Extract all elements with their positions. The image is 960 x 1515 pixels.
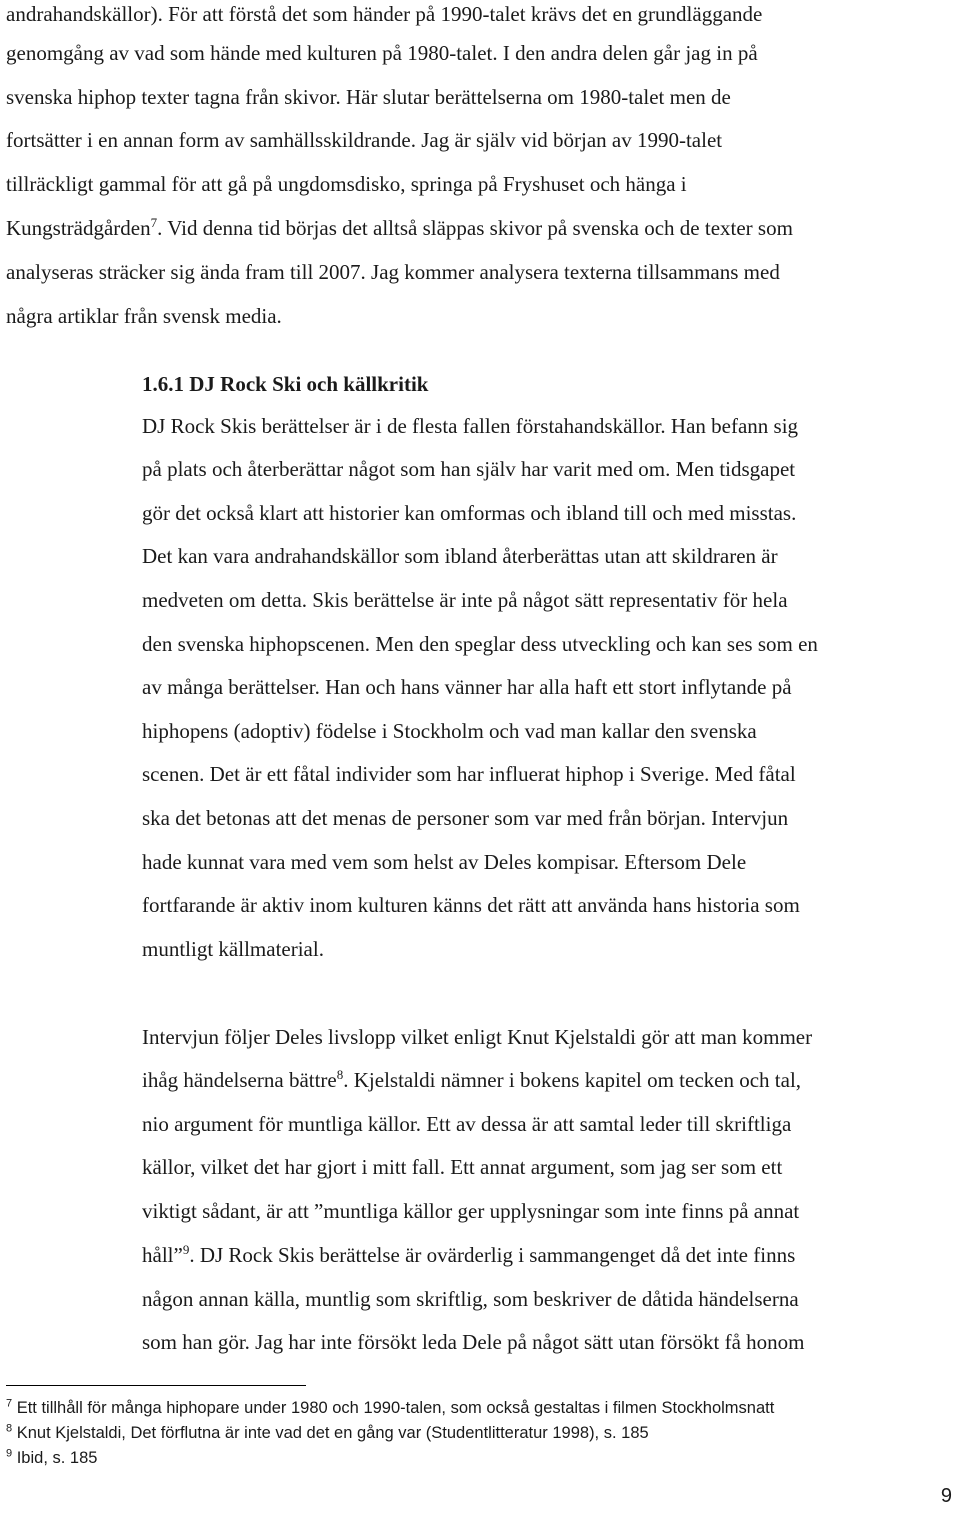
footnote-ref: 9 [182,1242,190,1257]
footnote-text: Knut Kjelstaldi, Det förflutna är inte vad det en gång var (Studentlitteratur 1998), s. 185 [16,1424,649,1442]
paragraph-3-line: någon annan källa, muntlig som skriftlig, som beskriver de dåtida händelserna [142,1287,799,1311]
paragraph-2-line: hade kunnat vara med vem som helst av Deles kompisar. Eftersom Dele [142,850,747,874]
paragraph-2-line: muntligt källmaterial. [142,937,324,961]
footnote [6,1447,97,1469]
paragraph-2-line: gör det också klart att historier kan omformas och ibland till och med misstas. [142,501,797,525]
paragraph-3-line: viktigt sådant, är att ”muntliga källor ger upplysningar som inte finns på annat [142,1199,800,1223]
footnote-ref: 8 [336,1067,344,1082]
paragraph-3-line: Intervjun följer Deles livslopp vilket enligt Knut Kjelstaldi gör att man kommer [142,1025,813,1049]
line-text: . Kjelstaldi nämner i bokens kapitel om tecken och tal, [343,1068,802,1092]
line-text: ihåg händelserna bättre [142,1068,337,1092]
paragraph-2-line: scenen. Det är ett fåtal individer som har influerat hiphop i Sverige. Med fåtal [142,762,796,786]
paragraph-3-line-with-footnote-ref [142,1066,801,1094]
paragraph-2-line: hiphopens (adoptiv) födelse i Stockholm och vad man kallar den svenska [142,719,757,743]
footnote-number: 8 [6,1422,13,1435]
paragraph-2-line: ska det betonas att det menas de personer som var med från början. Intervjun [142,806,789,830]
footnote [6,1422,649,1444]
paragraph-2-line: den svenska hiphopscenen. Men den speglar dess utveckling och kan ses som en [142,632,818,656]
footnote-text: Ett tillhåll för många hiphopare under 1980 och 1990-talen, som också gestaltas i filmen Stockholmsnatt [16,1399,775,1417]
paragraph-2-line: DJ Rock Skis berättelser är i de flesta fallen förstahandskällor. Han befann sig [142,414,799,438]
paragraph-2-line: medveten om detta. Skis berättelse är inte på något sätt representativ för hela [142,588,788,612]
paragraph-2-line: Det kan vara andrahandskällor som ibland återberättas utan att skildraren är [142,544,778,568]
paragraph-1-line: genomgång av vad som hände med kulturen på 1980-talet. I den andra delen går jag in på [6,41,758,65]
paragraph-3-line: nio argument för muntliga källor. Ett av dessa är att samtal leder till skriftliga [142,1112,792,1136]
paragraph-1-line: analyseras sträcker sig ända fram till 2007. Jag kommer analysera texterna tillsammans med [6,260,780,284]
paragraph-1-line: andrahandskällor). För att förstå det som händer på 1990-talet krävs det en grundläggande [6,2,763,26]
footnote-separator [6,1385,306,1386]
paragraph-1-line-with-footnote-ref [6,214,793,242]
section-heading: 1.6.1 DJ Rock Ski och källkritik [142,372,429,396]
paragraph-3-line: som han gör. Jag har inte försökt leda Dele på något sätt utan försökt få honom [142,1330,805,1354]
paragraph-3-line: källor, vilket det har gjort i mitt fall. Ett annat argument, som jag ser som ett [142,1155,783,1179]
line-text: . DJ Rock Skis berättelse är ovärderlig i sammangenget då det inte finns [189,1243,796,1267]
line-text: . Vid denna tid börjas det alltså släppas skivor på svenska och de texter som [157,216,793,240]
footnote-text: Ibid, s. 185 [16,1449,98,1467]
line-text: håll” [142,1243,183,1267]
paragraph-1-line: tillräckligt gammal för att gå på ungdomsdisko, springa på Fryshuset och hänga i [6,172,687,196]
footnote-ref: 7 [150,215,158,230]
footnote [6,1397,774,1419]
footnote-number: 9 [6,1447,13,1460]
page-number: 9 [940,1485,952,1507]
paragraph-1-line: fortsätter i en annan form av samhällsskildrande. Jag är själv vid början av 1990-talet [6,128,723,152]
paragraph-2-line: på plats och återberättar något som han själv har varit med om. Men tidsgapet [142,457,796,481]
paragraph-1-line: svenska hiphop texter tagna från skivor. Här slutar berättelserna om 1980-talet men de [6,85,731,109]
line-text: Kungsträdgården [6,216,151,240]
footnote-number: 7 [6,1397,13,1410]
paragraph-2-line: av många berättelser. Han och hans vänner har alla haft ett stort inflytande på [142,675,792,699]
paragraph-2-line: fortfarande är aktiv inom kulturen känns det rätt att använda hans historia som [142,893,800,917]
paragraph-3-line-with-footnote-ref [142,1241,795,1269]
paragraph-1-line: några artiklar från svensk media. [6,304,282,328]
